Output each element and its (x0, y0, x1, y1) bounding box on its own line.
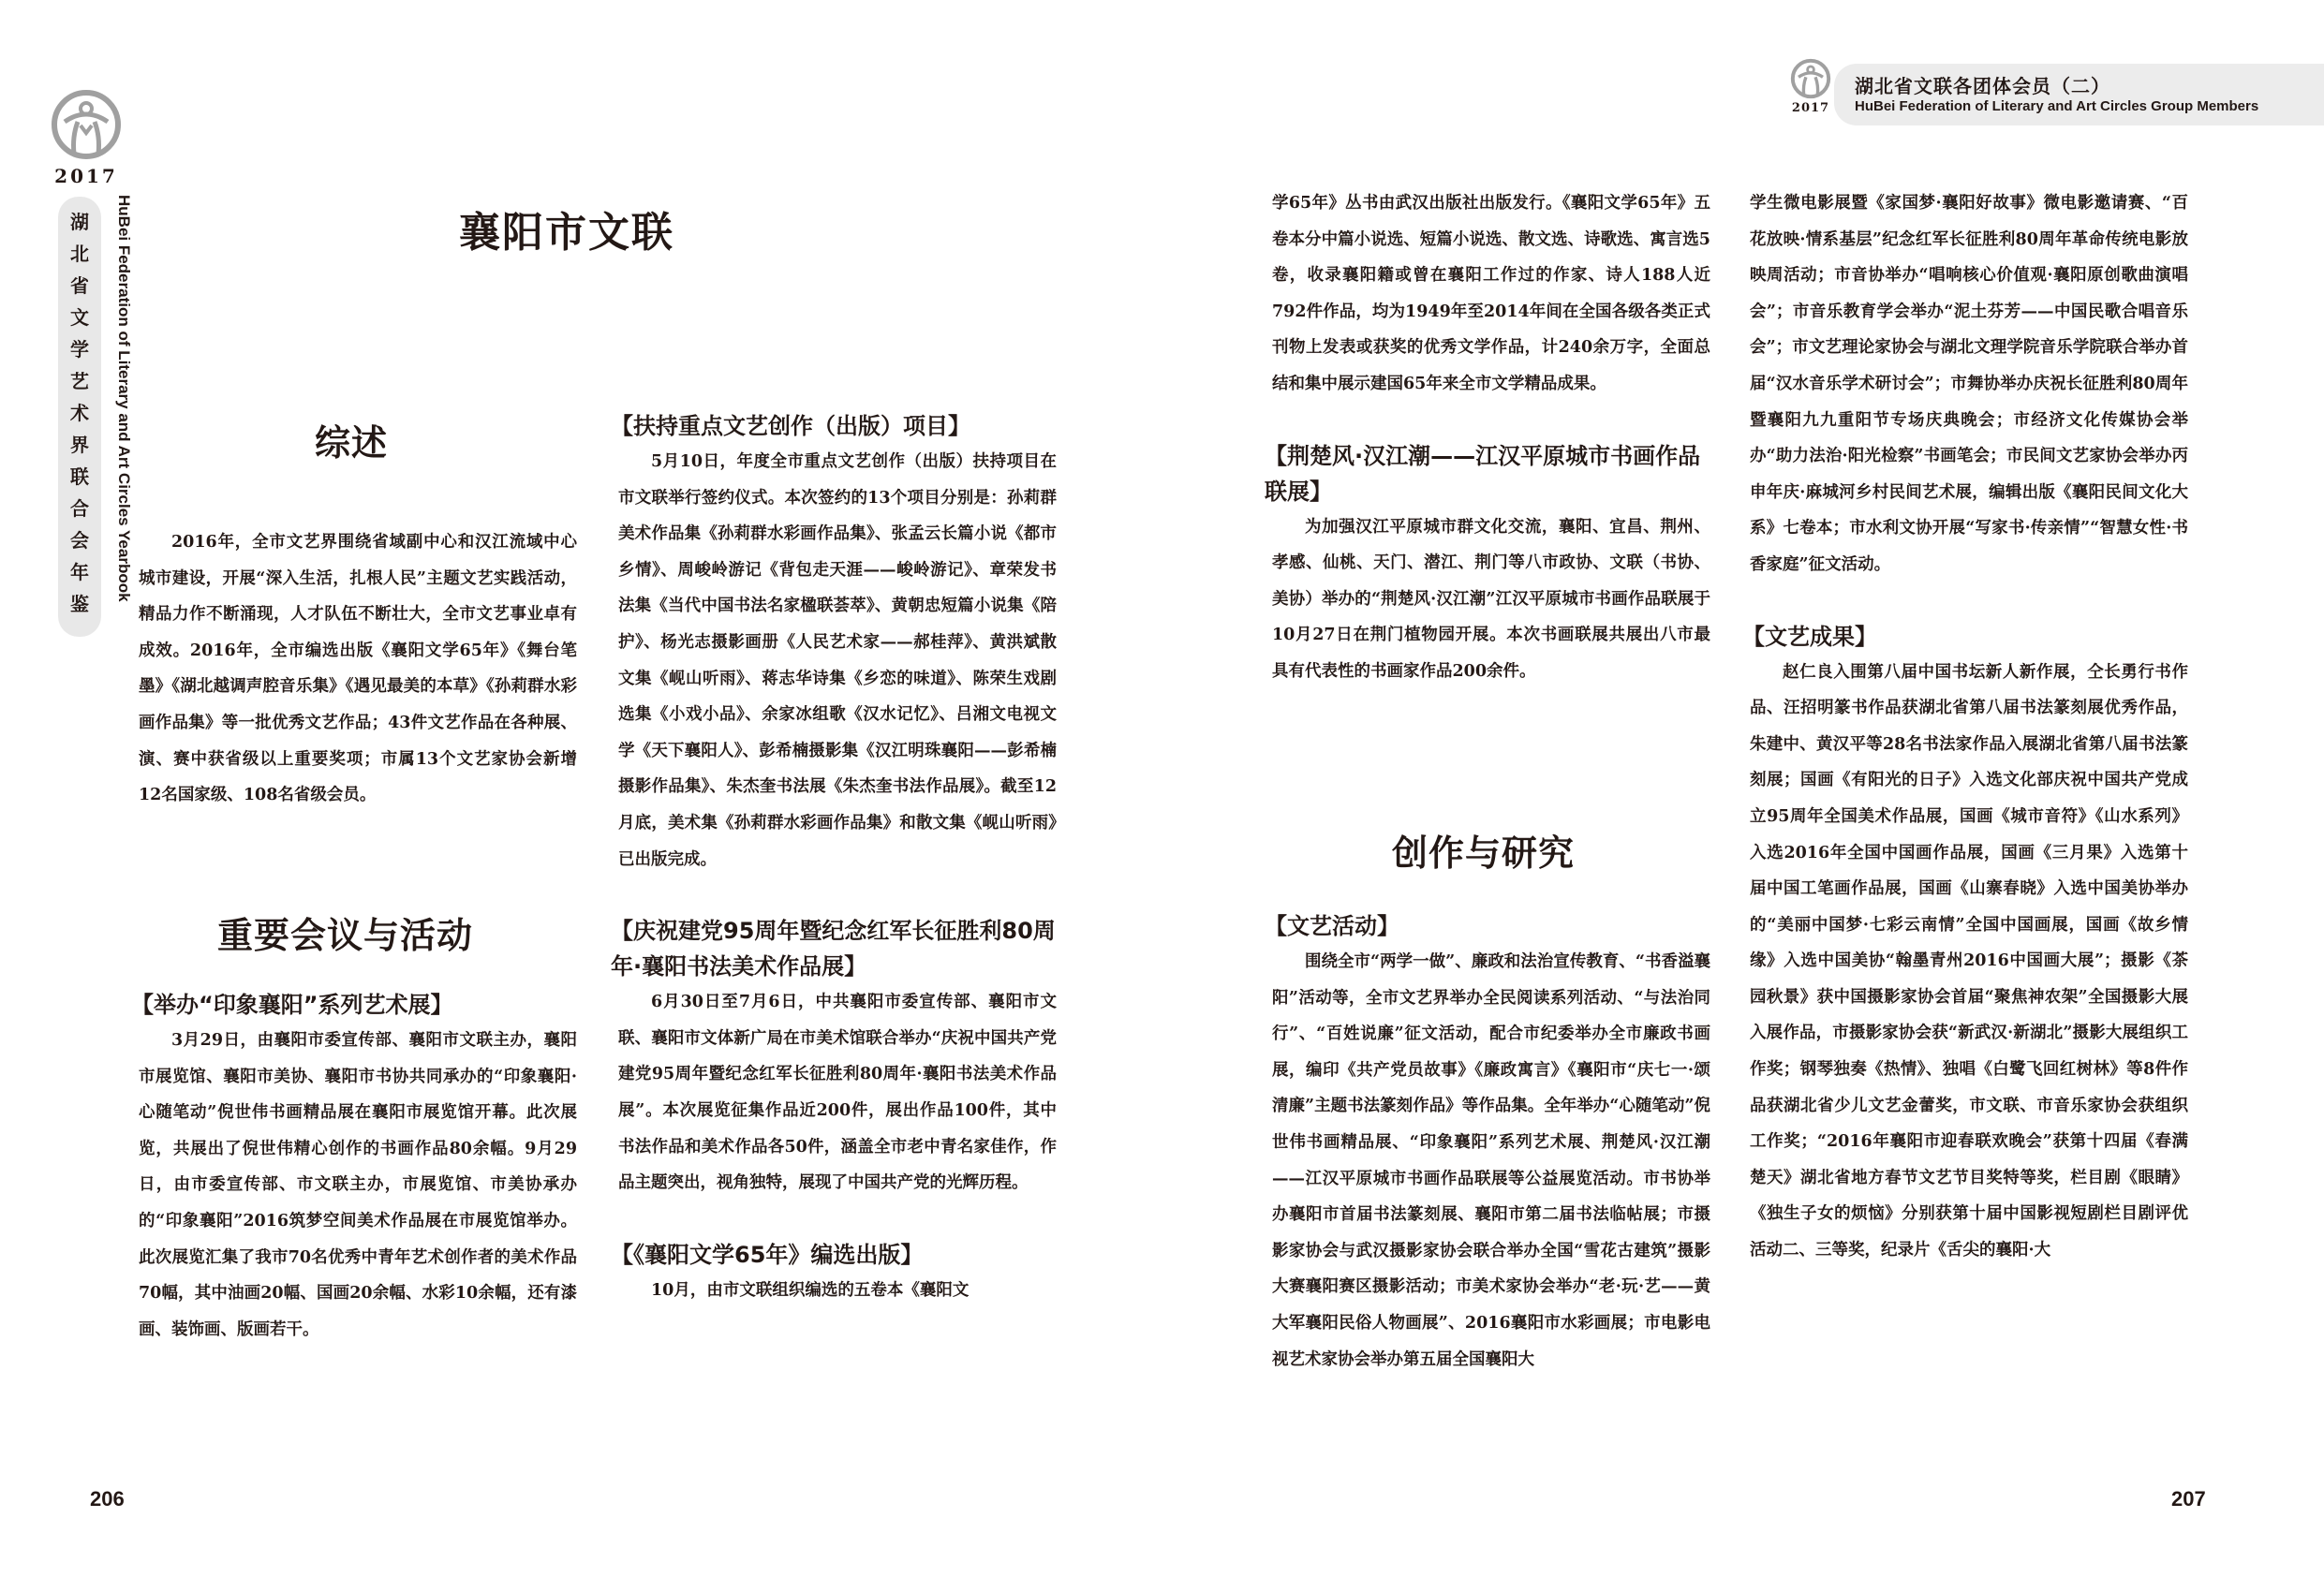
banner-char: 术 (70, 402, 89, 424)
banner-char: 年 (70, 561, 89, 583)
banner-char: 艺 (70, 370, 89, 392)
banner-char: 合 (70, 497, 89, 520)
section-title-meetings: 重要会议与活动 (217, 915, 474, 956)
yearbook-emblem-icon (50, 88, 123, 161)
banner-char: 湖 (70, 211, 89, 233)
party-anniversary-body: 6月30日至7月6日，中共襄阳市委宣传部、襄阳市文联、襄阳市文体新广局在市美术馆联合举办“庆祝中国共产党建党95周年暨纪念红军长征胜利80周年·襄阳书法美术作品展”。本次展览征集作品近200件，展出作品100件，其中书法作品和美术作品各50件，涵盖全市老中青名家佳作，作品主题突出，视角独特，展现了中国共产党的光辉历程。 (618, 993, 1057, 1193)
overview-body: 2016年，全市文艺界围绕省域副中心和汉江流域中心城市建设，开展“深入生活，扎根人民”主题文艺实践活动，精品力作不断涌现，人才队伍不断壮大，全市文艺事业卓有成效。2016年，全市编选出版《襄阳文学65年》《舞台笔墨》《湖北越调声腔音乐集》《遇见最美的本草》《孙莉群水彩画作品集》等一批优秀文艺作品；43件文艺作品在各种展、演、赛中获省级以上重要奖项；市属13个文艺家协会新增12名国家级、108名省级会员。 (139, 533, 577, 805)
banner-char: 会 (70, 529, 89, 552)
subheading-arts-activities: 【文艺活动】 (1265, 913, 1399, 939)
column-2 (611, 408, 1057, 1308)
impression-xiangyang-body: 3月29日，由襄阳市委宣传部、襄阳市文联主办，襄阳市展览馆、襄阳市美协、襄阳市书协共同承办的“印象襄阳·心随笔动”倪世伟书画精品展在襄阳市展览馆开幕。此次展览，共展出了倪世伟精心创作的书画作品80余幅。9月29日，由市委宣传部、市文联主办，市展览馆、市美协承办的“印象襄阳”2016筑梦空间美术作品展在市展览馆举办。此次展览汇集了我市70名优秀中青年艺术创作者的美术作品70幅，其中油画20幅、国画20余幅、水彩10余幅，还有漆画、装饰画、版画若干。 (139, 1031, 577, 1339)
logo-year: 2017 (1791, 101, 1830, 115)
header-english: HuBei Federation of Literary and Art Circles Group Members (1855, 98, 2259, 114)
arts-activities-body-part1: 围绕全市“两学一做”、廉政和法治宣传教育、“书香溢襄阳”活动等，全市文艺界举办全民阅读系列活动、“与法治同行”、“百姓说廉”征文活动，配合市纪委举办全市廉政书画展，编印《共产党员故事》《廉政寓言》《襄阳市“庆七一·颂清廉”主题书法篆刻作品》等作品集。全年举办“心随笔动”倪世伟书画精品展、“印象襄阳”系列艺术展、荆楚风·汉江潮——江汉平原城市书画作品联展等公益展览活动。市书协举办襄阳市首届书法篆刻展、襄阳市第二届书法临帖展；市摄影家协会与武汉摄影家协会联合举办全国“雪花古建筑”摄影大赛襄阳赛区摄影活动；市美术家协会举办“老·玩·艺——黄大军襄阳民俗人物画展”、2016襄阳市水彩画展；市电影电视艺术家协会举办第五届全国襄阳大 (1272, 952, 1710, 1369)
subheading-impression-xiangyang: 【举办“印象襄阳”系列艺术展】 (131, 992, 453, 1018)
column-1-lower (131, 987, 577, 1348)
arts-activities-body-part2: 学生微电影展暨《家国梦·襄阳好故事》微电影邀请赛、“百花放映·情系基层”纪念红军长征胜利80周年革命传统电影放映周活动；市音协举办“唱响核心价值观·襄阳原创歌曲演唱会”；市音乐教育学会举办“泥土芬芳——中国民歌合唱音乐会”；市文艺理论家协会与湖北文理学院音乐学院联合举办首届“汉水音乐学术研讨会”；市舞协举办庆祝长征胜利80周年暨襄阳九九重阳节专场庆典晚会；市经济文化传媒协会举办“助力法治·阳光检察”书画笔会；市民间文艺家协会举办丙申年庆·麻城河乡村民间艺术展，编辑出版《襄阳民间文化大系》七卷本；市水利文协开展“写家书·传亲情”“智慧女性·书香家庭”征文活动。 (1750, 194, 2188, 574)
subheading-key-projects: 【扶持重点文艺创作（出版）项目】 (611, 413, 970, 439)
column-4 (1742, 185, 2188, 1269)
logo-year: 2017 (54, 165, 118, 187)
banner-char: 省 (70, 274, 89, 297)
yearbook-logo-right (1787, 58, 1834, 115)
page-number-right: 207 (2171, 1487, 2206, 1511)
subheading-literature-65: 【《襄阳文学65年》编选出版】 (611, 1241, 924, 1268)
section-title-overview: 综述 (315, 422, 389, 464)
yearbook-emblem-icon (1790, 58, 1831, 99)
yearbook-logo-left (49, 88, 124, 187)
column-3 (1265, 185, 1710, 690)
yearbook-vertical-banner (58, 197, 101, 637)
literature-65-body-part2: 学65年》丛书由武汉出版社出版发行。《襄阳文学65年》五卷本分中篇小说选、短篇小说选、散文选、诗歌选、寓言选5卷，收录襄阳籍或曾在襄阳工作过的作家、诗人188人近792件作品，均为1949年至2014年间在全国各级各类正式刊物上发表或获奖的优秀文学作品，计240余万字，全面总结和集中展示建国65年来全市文学精品成果。 (1272, 194, 1710, 393)
jingchu-exhibition-body: 为加强汉江平原城市群文化交流，襄阳、宜昌、荆州、孝感、仙桃、天门、潜江、荆门等八市政协、文联（书协、美协）举办的“荆楚风·汉江潮”江汉平原城市书画作品联展于10月27日在荆门植物园开展。本次书画联展共展出八市最具有代表性的书画家作品200余件。 (1272, 517, 1710, 681)
yearbook-english-vertical (112, 195, 135, 644)
key-projects-body: 5月10日，年度全市重点文艺创作（出版）扶持项目在市文联举行签约仪式。本次签约的13个项目分别是：孙莉群美术作品集《孙莉群水彩画作品集》、张孟云长篇小说《都市乡情》、周峻岭游记《背包走天涯——峻岭游记》、章荣发书法集《当代中国书法名家楹联荟萃》、黄朝忠短篇小说集《陪护》、杨光志摄影画册《人民艺术家——郝桂萍》、黄洪斌散文集《岘山听雨》、蒋志华诗集《乡恋的味道》、陈荣生戏剧选集《小戏小品》、余家冰组歌《汉水记忆》、吕湘文电视文学《天下襄阳人》、彭希楠摄影集《汉江明珠襄阳——彭希楠摄影作品集》、朱杰奎书法展《朱杰奎书法作品展》。截至12月底，美术集《孙莉群水彩画作品集》和散文集《岘山听雨》已出版完成。 (618, 452, 1057, 869)
section-title-creation: 创作与研究 (1392, 833, 1576, 874)
column-3-lower (1265, 908, 1710, 1378)
banner-char: 北 (70, 243, 89, 265)
banner-char: 文 (70, 306, 89, 329)
subheading-party-anniversary: 【庆祝建党95周年暨纪念红军长征胜利80周年·襄阳书法美术作品展】 (611, 918, 1056, 980)
column-1 (139, 524, 577, 814)
header-chinese: 湖北省文联各团体会员（二） (1855, 75, 2110, 97)
banner-char: 学 (70, 338, 89, 361)
running-header (1834, 64, 2324, 125)
banner-char: 鉴 (70, 593, 89, 615)
subheading-jingchu-exhibition: 【荆楚风·汉江潮——江汉平原城市书画作品联展】 (1265, 442, 1701, 505)
banner-char: 联 (70, 465, 89, 488)
banner-char: 界 (70, 434, 89, 456)
subheading-arts-achievements: 【文艺成果】 (1742, 623, 1877, 650)
page-title: 襄阳市文联 (459, 209, 674, 257)
page-number-left: 206 (90, 1487, 125, 1511)
banner-english-text: HuBei Federation of Literary and Art Circles Yearbook (115, 195, 133, 602)
arts-achievements-body: 赵仁良入围第八届中国书坛新人新作展，仝长勇行书作品、汪招明篆书作品获湖北省第八届书法篆刻展优秀作品，朱建中、黄汉平等28名书法家作品入展湖北省第八届书法篆刻展；国画《有阳光的日子》入选文化部庆祝中国共产党成立95周年全国美术作品展，国画《城市音符》《山水系列》入选2016年全国中国画作品展，国画《三月果》入选第十届中国工笔画作品展，国画《山寨春晓》入选中国美协举办的“美丽中国梦·七彩云南情”全国中国画展，国画《故乡情缘》入选中国美协“翰墨青州2016中国画大展”；摄影《茶园秋景》获中国摄影家协会首届“聚焦神农架”全国摄影大展入展作品，市摄影家协会获“新武汉·新湖北”摄影大展组织工作奖；钢琴独奏《热情》、独唱《白鹭飞回红树林》等8件作品获湖北省少儿文艺金蕾奖，市文联、市音乐家协会获组织工作奖；“2016年襄阳市迎春联欢晚会”获第十四届《春满楚天》湖北省地方春节文艺节目奖特等奖，栏目剧《眼睛》《独生子女的烦恼》分别获第十届中国影视短剧栏目剧评优活动二、三等奖，纪录片《舌尖的襄阳·大 (1750, 662, 2188, 1260)
literature-65-body-part1: 10月，由市文联组织编选的五卷本《襄阳文 (651, 1280, 970, 1300)
